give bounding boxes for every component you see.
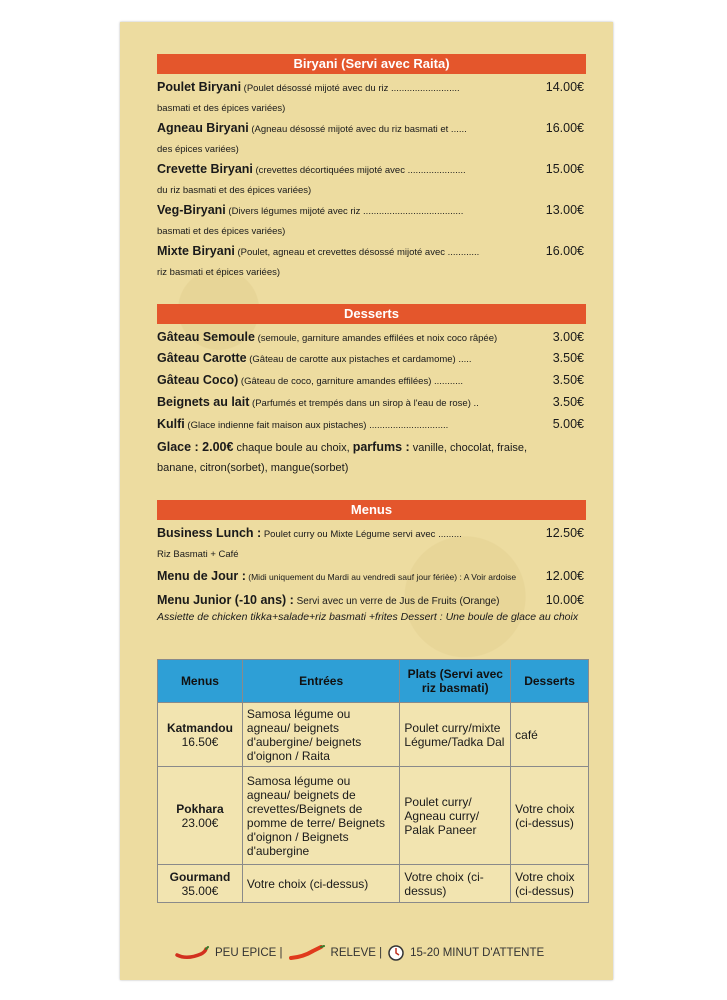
item-desc: (semoule, garniture amandes effilées et noix coco râpée) <box>254 333 498 344</box>
releve-label: RELEVE | <box>330 947 383 959</box>
menu-name: Gourmand <box>169 869 231 884</box>
table-row <box>158 767 589 865</box>
chili-icon <box>289 945 325 961</box>
biryani-item <box>157 241 586 282</box>
menus-header: Menus <box>157 500 586 520</box>
menu-name: Katmandou <box>166 720 233 735</box>
item-price: 3.50€ <box>552 395 584 409</box>
item-price: 12.50€ <box>545 526 584 540</box>
plats-cell: Poulet curry/ Agneau curry/ Palak Paneer <box>400 767 511 865</box>
item-name: Gâteau Coco) <box>157 373 239 387</box>
item-desc-cont: des épices variées) <box>157 144 239 155</box>
menu-item <box>157 590 586 612</box>
menu-name-cell <box>158 703 243 767</box>
item-desc: (Gâteau de carotte aux pistaches et cardamome) ..... <box>246 354 472 365</box>
entrees-cell: Samosa légume ou agneau/ beignets de crevettes/Beignets de pomme de terre/ Beignets d'oignon / Beignets d'aubergine <box>242 767 400 865</box>
item-price: 14.00€ <box>545 80 584 94</box>
desserts-cell: café <box>511 703 589 767</box>
table-header: Menus <box>158 660 243 703</box>
item-desc: (Midi uniquement du Mardi au vendredi sauf jour férièe) : A Voir ardoise <box>245 572 517 582</box>
desserts-header: Desserts <box>157 304 586 324</box>
item-desc: (Glace indienne fait maison aux pistaches) .............................. <box>184 420 449 431</box>
item-name: Gâteau Semoule <box>157 330 255 344</box>
dessert-item <box>157 348 586 370</box>
item-desc-cont: basmati et des épices variées) <box>157 226 286 237</box>
item-desc-cont: du riz basmati et des épices variées) <box>157 185 312 196</box>
item-desc: (Gâteau de coco, garniture amandes effilées) ........... <box>238 376 464 387</box>
table-header: Desserts <box>511 660 589 703</box>
spice-legend <box>175 943 595 963</box>
attente-label: 15-20 MINUT D'ATTENTE <box>410 947 545 959</box>
peu-epice-label: PEU EPICE | <box>215 947 283 959</box>
menu-name-cell <box>158 767 243 865</box>
item-desc-cont: basmati et des épices variées) <box>157 103 286 114</box>
item-price: 3.00€ <box>552 330 584 344</box>
biryani-item <box>157 77 586 118</box>
item-desc: Poulet curry ou Mixte Légume servi avec ......... <box>261 529 462 540</box>
menus-table <box>157 659 589 903</box>
plats-cell: Poulet curry/mixte Légume/Tadka Dal <box>400 703 511 767</box>
item-desc: (crevettes décortiquées mijoté avec ...................... <box>252 165 466 176</box>
item-price: 13.00€ <box>545 203 584 217</box>
item-name: Gâteau Carotte <box>157 351 247 365</box>
menu-name-cell <box>158 865 243 903</box>
item-desc: (Divers légumes mijoté avec riz ...................................... <box>225 206 464 217</box>
menu-item <box>157 566 586 588</box>
dessert-item <box>157 414 586 436</box>
item-name: Agneau Biryani <box>157 121 249 135</box>
menu-price: 35.00€ <box>181 883 219 898</box>
biryani-header: Biryani (Servi avec Raita) <box>157 54 586 74</box>
entrees-cell: Votre choix (ci-dessus) <box>242 865 400 903</box>
glace-line2: banane, citron(sorbet), mangue(sorbet) <box>157 462 349 474</box>
dessert-item <box>157 392 586 414</box>
menu-name: Pokhara <box>176 801 224 816</box>
plats-cell: Votre choix (ci-dessus) <box>400 865 511 903</box>
glace-item <box>157 437 586 478</box>
item-name: Kulfi <box>157 417 185 431</box>
item-name: Crevette Biryani <box>157 162 253 176</box>
item-desc-cont: riz basmati et épices variées) <box>157 267 281 278</box>
chili-icon <box>175 946 209 960</box>
table-header-row <box>158 660 589 703</box>
menu-item <box>157 523 586 564</box>
item-price: 16.00€ <box>545 244 584 258</box>
item-name: Poulet Biryani <box>157 80 242 94</box>
item-desc: (Poulet, agneau et crevettes désossé mijoté avec ............ <box>234 247 480 258</box>
menu-price: 23.00€ <box>181 815 219 830</box>
item-name: Business Lunch : <box>157 526 262 540</box>
glace-text: chaque boule au choix, <box>233 442 353 454</box>
table-row <box>158 865 589 903</box>
desserts-cell: Votre choix (ci-dessus) <box>511 767 589 865</box>
item-name: Mixte Biryani <box>157 244 235 258</box>
junior-note: Assiette de chicken tikka+salade+riz basmati +frites Dessert : Une boule de glace au choix <box>157 611 579 623</box>
dessert-item <box>157 370 586 392</box>
biryani-item <box>157 159 586 200</box>
table-header: Plats (Servi avec riz basmati) <box>400 660 511 703</box>
parfums-text: vanille, chocolat, fraise, <box>409 442 528 454</box>
parfums-label: parfums : <box>352 440 410 454</box>
item-price: 5.00€ <box>552 417 584 431</box>
biryani-item <box>157 200 586 241</box>
table-header: Entrées <box>242 660 400 703</box>
item-desc: Servi avec un verre de Jus de Fruits (Orange) <box>293 596 500 607</box>
item-desc: (Agneau désossé mijoté avec du riz basmati et ...... <box>248 124 467 135</box>
desserts-cell: Votre choix (ci-dessus) <box>511 865 589 903</box>
item-desc: (Poulet désossé mijoté avec du riz .......................... <box>241 83 460 94</box>
item-desc: (Parfumés et trempés dans un sirop à l'eau de rose) .. <box>249 398 479 409</box>
item-price: 10.00€ <box>545 593 584 607</box>
item-price: 12.00€ <box>545 569 584 583</box>
entrees-cell: Samosa légume ou agneau/ beignets d'aubergine/ beignets d'oignon / Raita <box>242 703 400 767</box>
biryani-item <box>157 118 586 159</box>
item-price: 3.50€ <box>552 351 584 365</box>
item-price: 16.00€ <box>545 121 584 135</box>
item-desc-cont: Riz Basmati + Café <box>157 549 239 560</box>
table-row <box>158 703 589 767</box>
menu-price: 16.50€ <box>181 734 219 749</box>
item-name: Veg-Biryani <box>157 203 226 217</box>
item-name: Menu Junior (-10 ans) : <box>157 593 294 607</box>
item-price: 15.00€ <box>545 162 584 176</box>
item-name: Menu de Jour : <box>157 569 246 583</box>
item-price: 3.50€ <box>552 373 584 387</box>
dessert-item <box>157 327 586 349</box>
item-name: Beignets au lait <box>157 395 250 409</box>
clock-icon <box>388 945 404 961</box>
glace-label: Glace : 2.00€ <box>157 440 234 454</box>
